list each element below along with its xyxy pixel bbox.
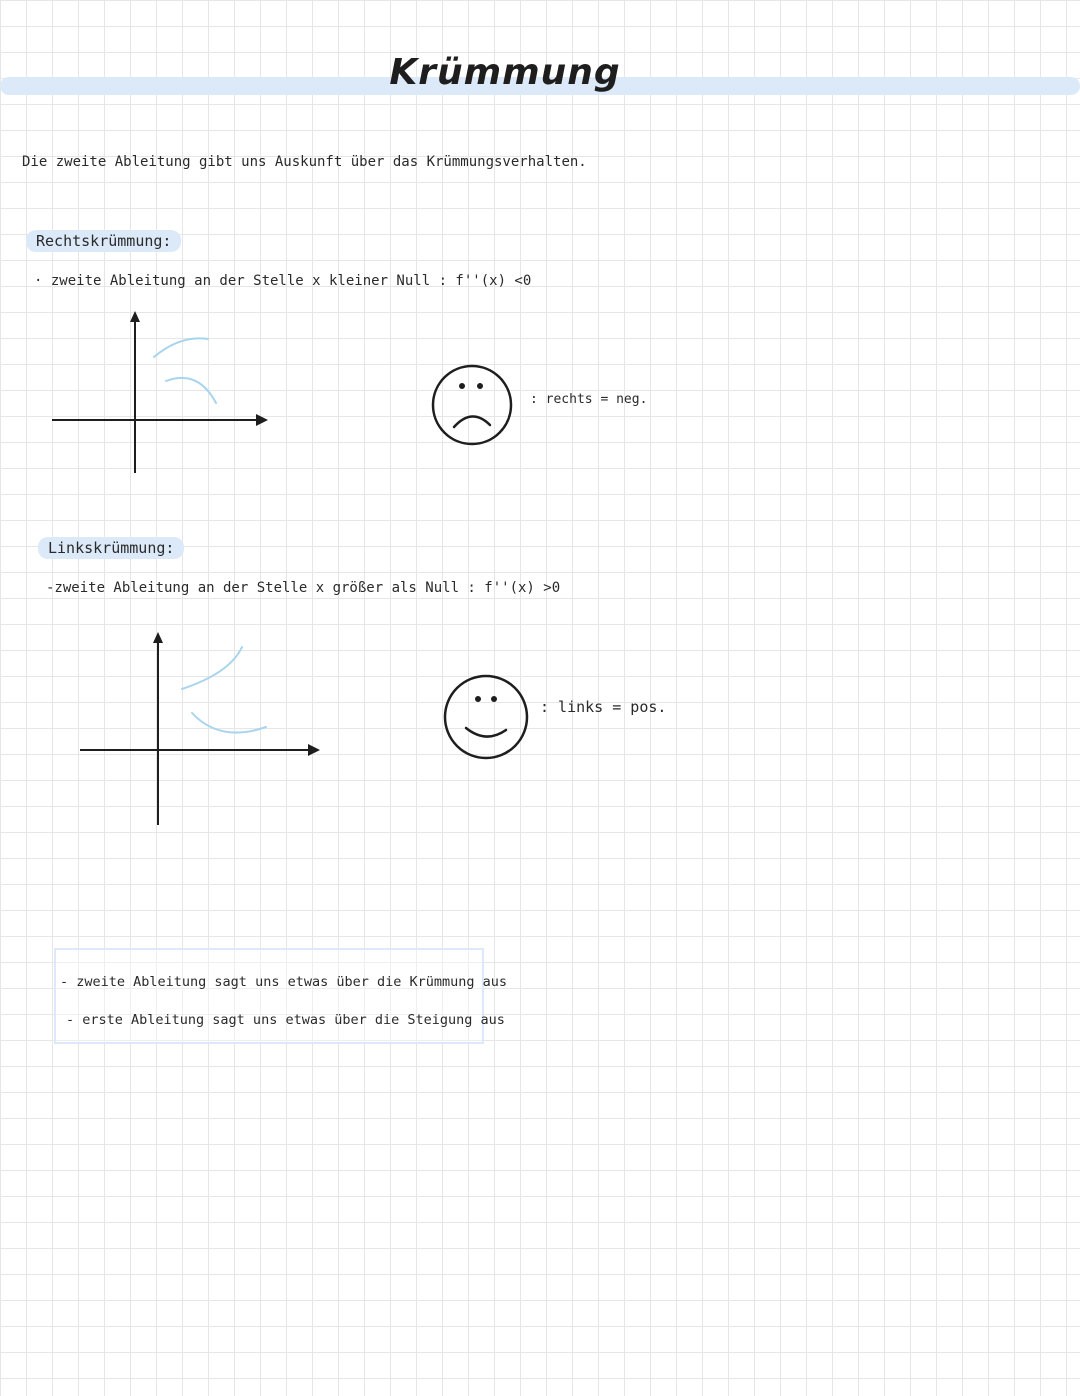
page-title: Krümmung <box>389 52 621 93</box>
rule-text-rechtskruemmung: · zweite Ableitung an der Stelle x kleiner Null : f''(x) <0 <box>34 273 532 289</box>
x-axis-arrow-icon <box>308 744 320 756</box>
summary-line-erste-ableitung: - erste Ableitung sagt uns etwas über die Steigung aus <box>66 1012 505 1028</box>
mnemonic-rechts-neg: : rechts = neg. <box>530 392 648 407</box>
graph-linkskruemmung <box>70 625 340 830</box>
section-heading-rechtskruemmung: Rechtskrümmung: <box>26 230 181 252</box>
happy-face-icon <box>442 672 532 762</box>
y-axis-arrow-icon <box>153 632 163 643</box>
graph-rechtskruemmung <box>40 305 280 480</box>
summary-box <box>54 948 508 1044</box>
axes <box>52 311 268 473</box>
intro-text: Die zweite Ableitung gibt uns Auskunft über das Krümmungsverhalten. <box>22 154 587 170</box>
mnemonic-links-pos: : links = pos. <box>540 698 667 716</box>
concave-up-curve <box>182 647 266 733</box>
sad-face-icon <box>428 362 516 450</box>
y-axis-arrow-icon <box>130 311 140 322</box>
axes <box>80 632 320 825</box>
x-axis-arrow-icon <box>256 414 268 426</box>
section-heading-linkskruemmung: Linkskrümmung: <box>38 537 184 559</box>
summary-line-zweite-ableitung: - zweite Ableitung sagt uns etwas über die Krümmung aus <box>60 974 508 990</box>
rule-text-linkskruemmung: -zweite Ableitung an der Stelle x größer als Null : f''(x) >0 <box>46 580 561 596</box>
concave-down-curve <box>154 338 216 403</box>
